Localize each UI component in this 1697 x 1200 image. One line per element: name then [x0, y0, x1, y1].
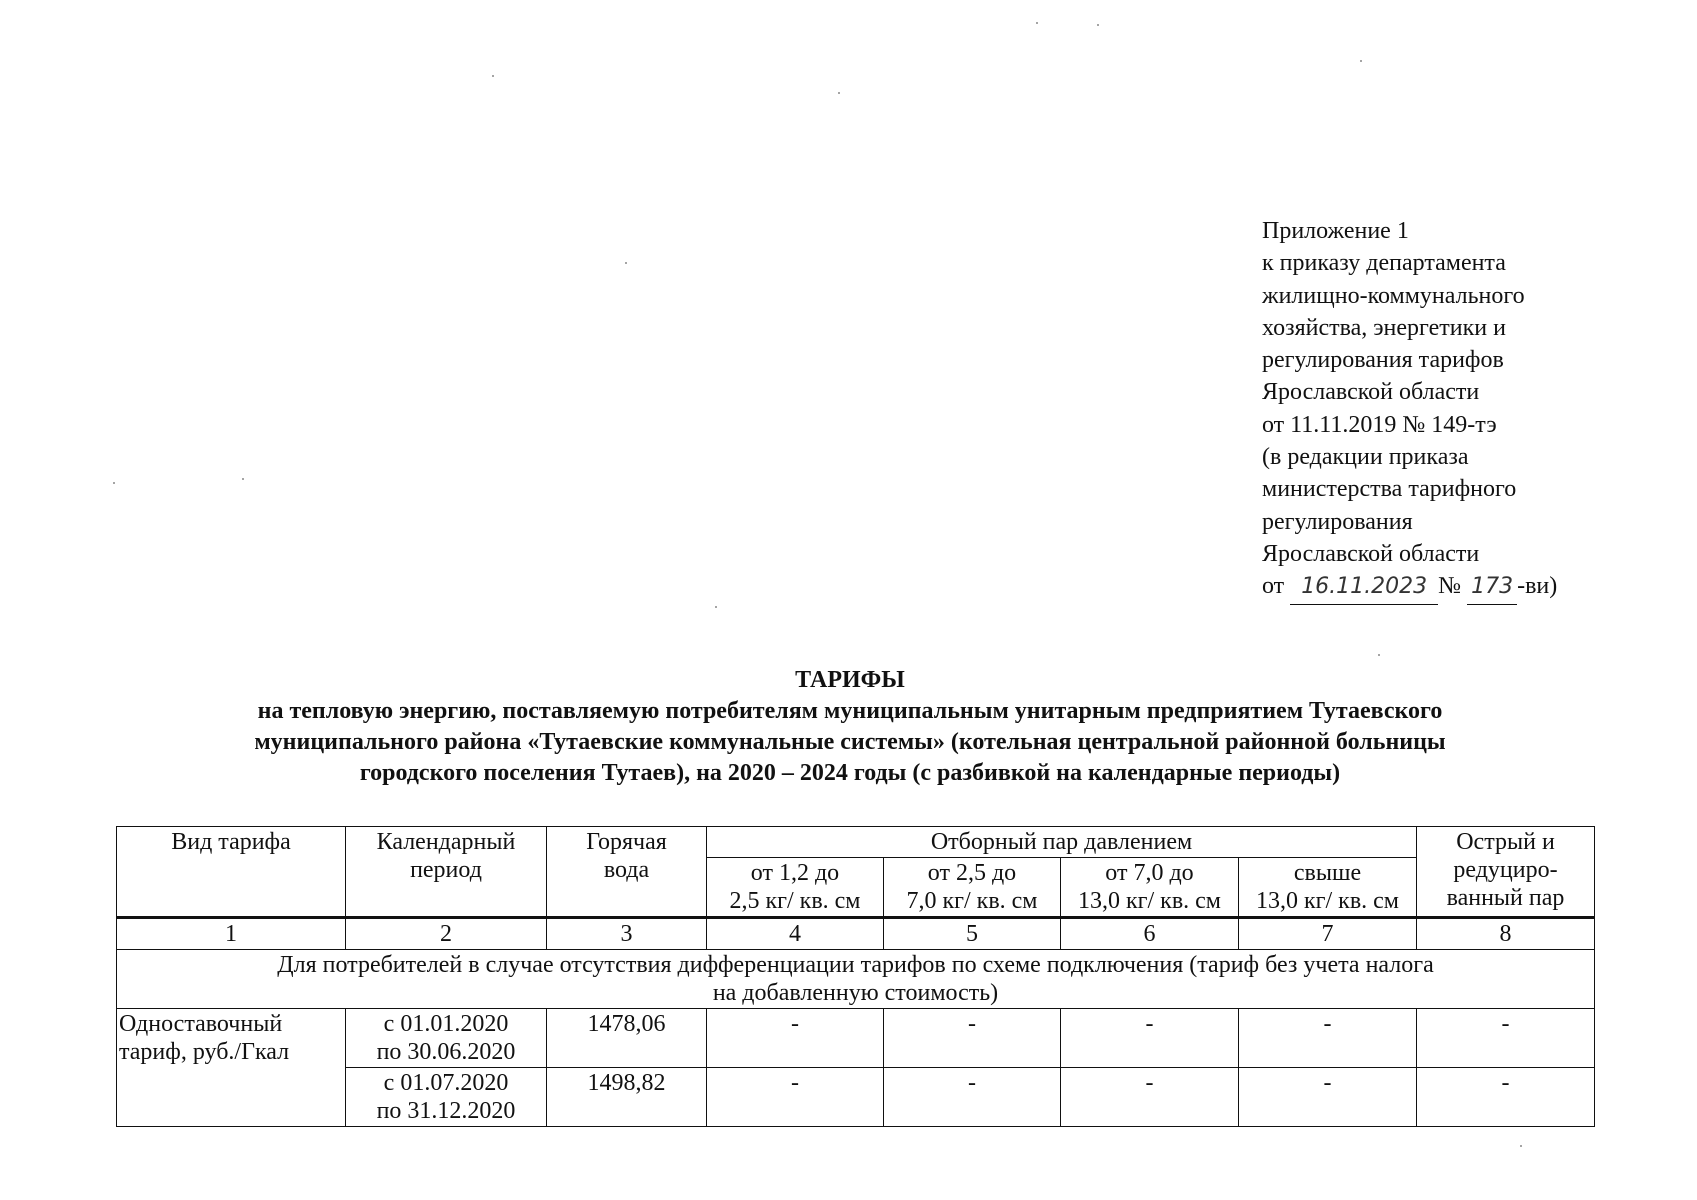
header-steam-4	[1239, 858, 1417, 918]
period-line: по 30.06.2020	[376, 1039, 516, 1065]
hot-water-value: 1478,06	[547, 1009, 707, 1068]
order-prefix: от	[1262, 573, 1285, 600]
tariff-name-line: тариф, руб./Гкал	[119, 1039, 290, 1065]
scan-speck	[1097, 24, 1099, 26]
scan-speck	[1378, 654, 1380, 656]
appendix-line: хозяйства, энергетики и	[1262, 314, 1506, 341]
scan-speck	[1360, 60, 1362, 62]
header-hot-water-line: вода	[603, 857, 650, 883]
steam-4-value: -	[1239, 1009, 1417, 1068]
header-hot-water	[547, 827, 707, 918]
appendix-line: министерства тарифного	[1262, 476, 1517, 503]
column-number: 1	[117, 918, 346, 950]
appendix-line: от 11.11.2019 № 149-тэ	[1262, 411, 1497, 438]
appendix-line: (в редакции приказа	[1262, 444, 1469, 471]
header-period-line: период	[410, 857, 482, 883]
header-tariff-type: Вид тарифа	[117, 827, 346, 918]
column-numbers-row	[117, 918, 1595, 950]
header-sharp-steam-line: Острый и	[1456, 829, 1555, 855]
section-title-line: Для потребителей в случае отсутствия дифференциации тарифов по схеме подключения (тариф без учета налога	[277, 952, 1434, 978]
table-row	[117, 1009, 1595, 1068]
section-title	[117, 950, 1595, 1009]
header-steam-line: от 1,2 до	[750, 860, 840, 886]
number-sign: №	[1438, 573, 1462, 600]
period-line: с 01.07.2020	[383, 1070, 509, 1096]
scan-speck	[492, 75, 494, 77]
scan-speck	[625, 262, 627, 264]
steam-2-value: -	[884, 1009, 1061, 1068]
column-number: 8	[1417, 918, 1595, 950]
header-steam-line: 13,0 кг/ кв. см	[1255, 888, 1399, 914]
column-number: 6	[1061, 918, 1239, 950]
document-title	[120, 665, 1580, 789]
section-row	[117, 950, 1595, 1009]
header-period	[346, 827, 547, 918]
column-number: 5	[884, 918, 1061, 950]
steam-1-value: -	[707, 1009, 884, 1068]
header-row	[117, 827, 1595, 858]
scan-speck	[1520, 1145, 1522, 1147]
header-steam-group: Отборный пар давлением	[707, 827, 1417, 858]
column-number: 7	[1239, 918, 1417, 950]
appendix-line: Приложение 1	[1262, 218, 1409, 244]
sharp-steam-value: -	[1417, 1009, 1595, 1068]
tariff-name	[117, 1009, 346, 1127]
header-steam-line: свыше	[1293, 860, 1362, 886]
column-number: 4	[707, 918, 884, 950]
appendix-line: Ярославской области	[1262, 379, 1480, 406]
appendix-line: Ярославской области	[1262, 540, 1480, 567]
handwritten-date: 16.11.2023	[1290, 571, 1438, 604]
appendix-line: жилищно-коммунального	[1262, 282, 1525, 309]
header-sharp-steam	[1417, 827, 1595, 918]
header-steam-line: 2,5 кг/ кв. см	[729, 888, 861, 914]
header-steam-1	[707, 858, 884, 918]
steam-1-value: -	[707, 1068, 884, 1127]
handwritten-number: 173	[1467, 571, 1517, 604]
period-line: с 01.01.2020	[383, 1011, 509, 1037]
hot-water-value: 1498,82	[547, 1068, 707, 1127]
scan-speck	[1036, 22, 1038, 24]
title-line: городского поселения Тутаев), на 2020 – 2024 годы (с разбивкой на календарные периоды)	[359, 760, 1341, 786]
tariffs-table	[116, 826, 1595, 1127]
header-steam-line: 13,0 кг/ кв. см	[1077, 888, 1221, 914]
header-period-line: Календарный	[376, 829, 516, 855]
appendix-block	[1262, 215, 1557, 605]
header-sharp-steam-line: редуциро-	[1453, 857, 1558, 883]
steam-3-value: -	[1061, 1009, 1239, 1068]
order-suffix: -ви)	[1517, 573, 1558, 600]
header-steam-line: от 2,5 до	[927, 860, 1017, 886]
header-steam-line: от 7,0 до	[1105, 860, 1194, 886]
scan-speck	[242, 478, 244, 480]
header-steam-2	[884, 858, 1061, 918]
scan-speck	[838, 92, 840, 94]
section-title-line: на добавленную стоимость)	[712, 980, 999, 1006]
header-steam-line: 7,0 кг/ кв. см	[906, 888, 1038, 914]
scan-speck	[715, 606, 717, 608]
header-steam-3	[1061, 858, 1239, 918]
appendix-line: регулирования	[1262, 508, 1413, 535]
sharp-steam-value: -	[1417, 1068, 1595, 1127]
header-sharp-steam-line: ванный пар	[1446, 885, 1565, 911]
tariff-name-line: Одноставочный	[119, 1011, 283, 1037]
period-cell	[346, 1009, 547, 1068]
column-number: 3	[547, 918, 707, 950]
title-heading: ТАРИФЫ	[795, 667, 905, 693]
appendix-order-line	[1262, 570, 1557, 604]
period-cell	[346, 1068, 547, 1127]
title-line: на тепловую энергию, поставляемую потребителям муниципальным унитарным предприятием Тутаевского	[257, 698, 1443, 724]
steam-3-value: -	[1061, 1068, 1239, 1127]
period-line: по 31.12.2020	[376, 1098, 516, 1124]
appendix-line: регулирования тарифов	[1262, 347, 1504, 374]
steam-2-value: -	[884, 1068, 1061, 1127]
title-line: муниципального района «Тутаевские коммунальные системы» (котельная центральной районной больницы	[254, 729, 1446, 755]
column-number: 2	[346, 918, 547, 950]
scan-speck	[113, 482, 115, 484]
header-hot-water-line: Горячая	[586, 829, 667, 855]
appendix-line: к приказу департамента	[1262, 250, 1506, 277]
steam-4-value: -	[1239, 1068, 1417, 1127]
